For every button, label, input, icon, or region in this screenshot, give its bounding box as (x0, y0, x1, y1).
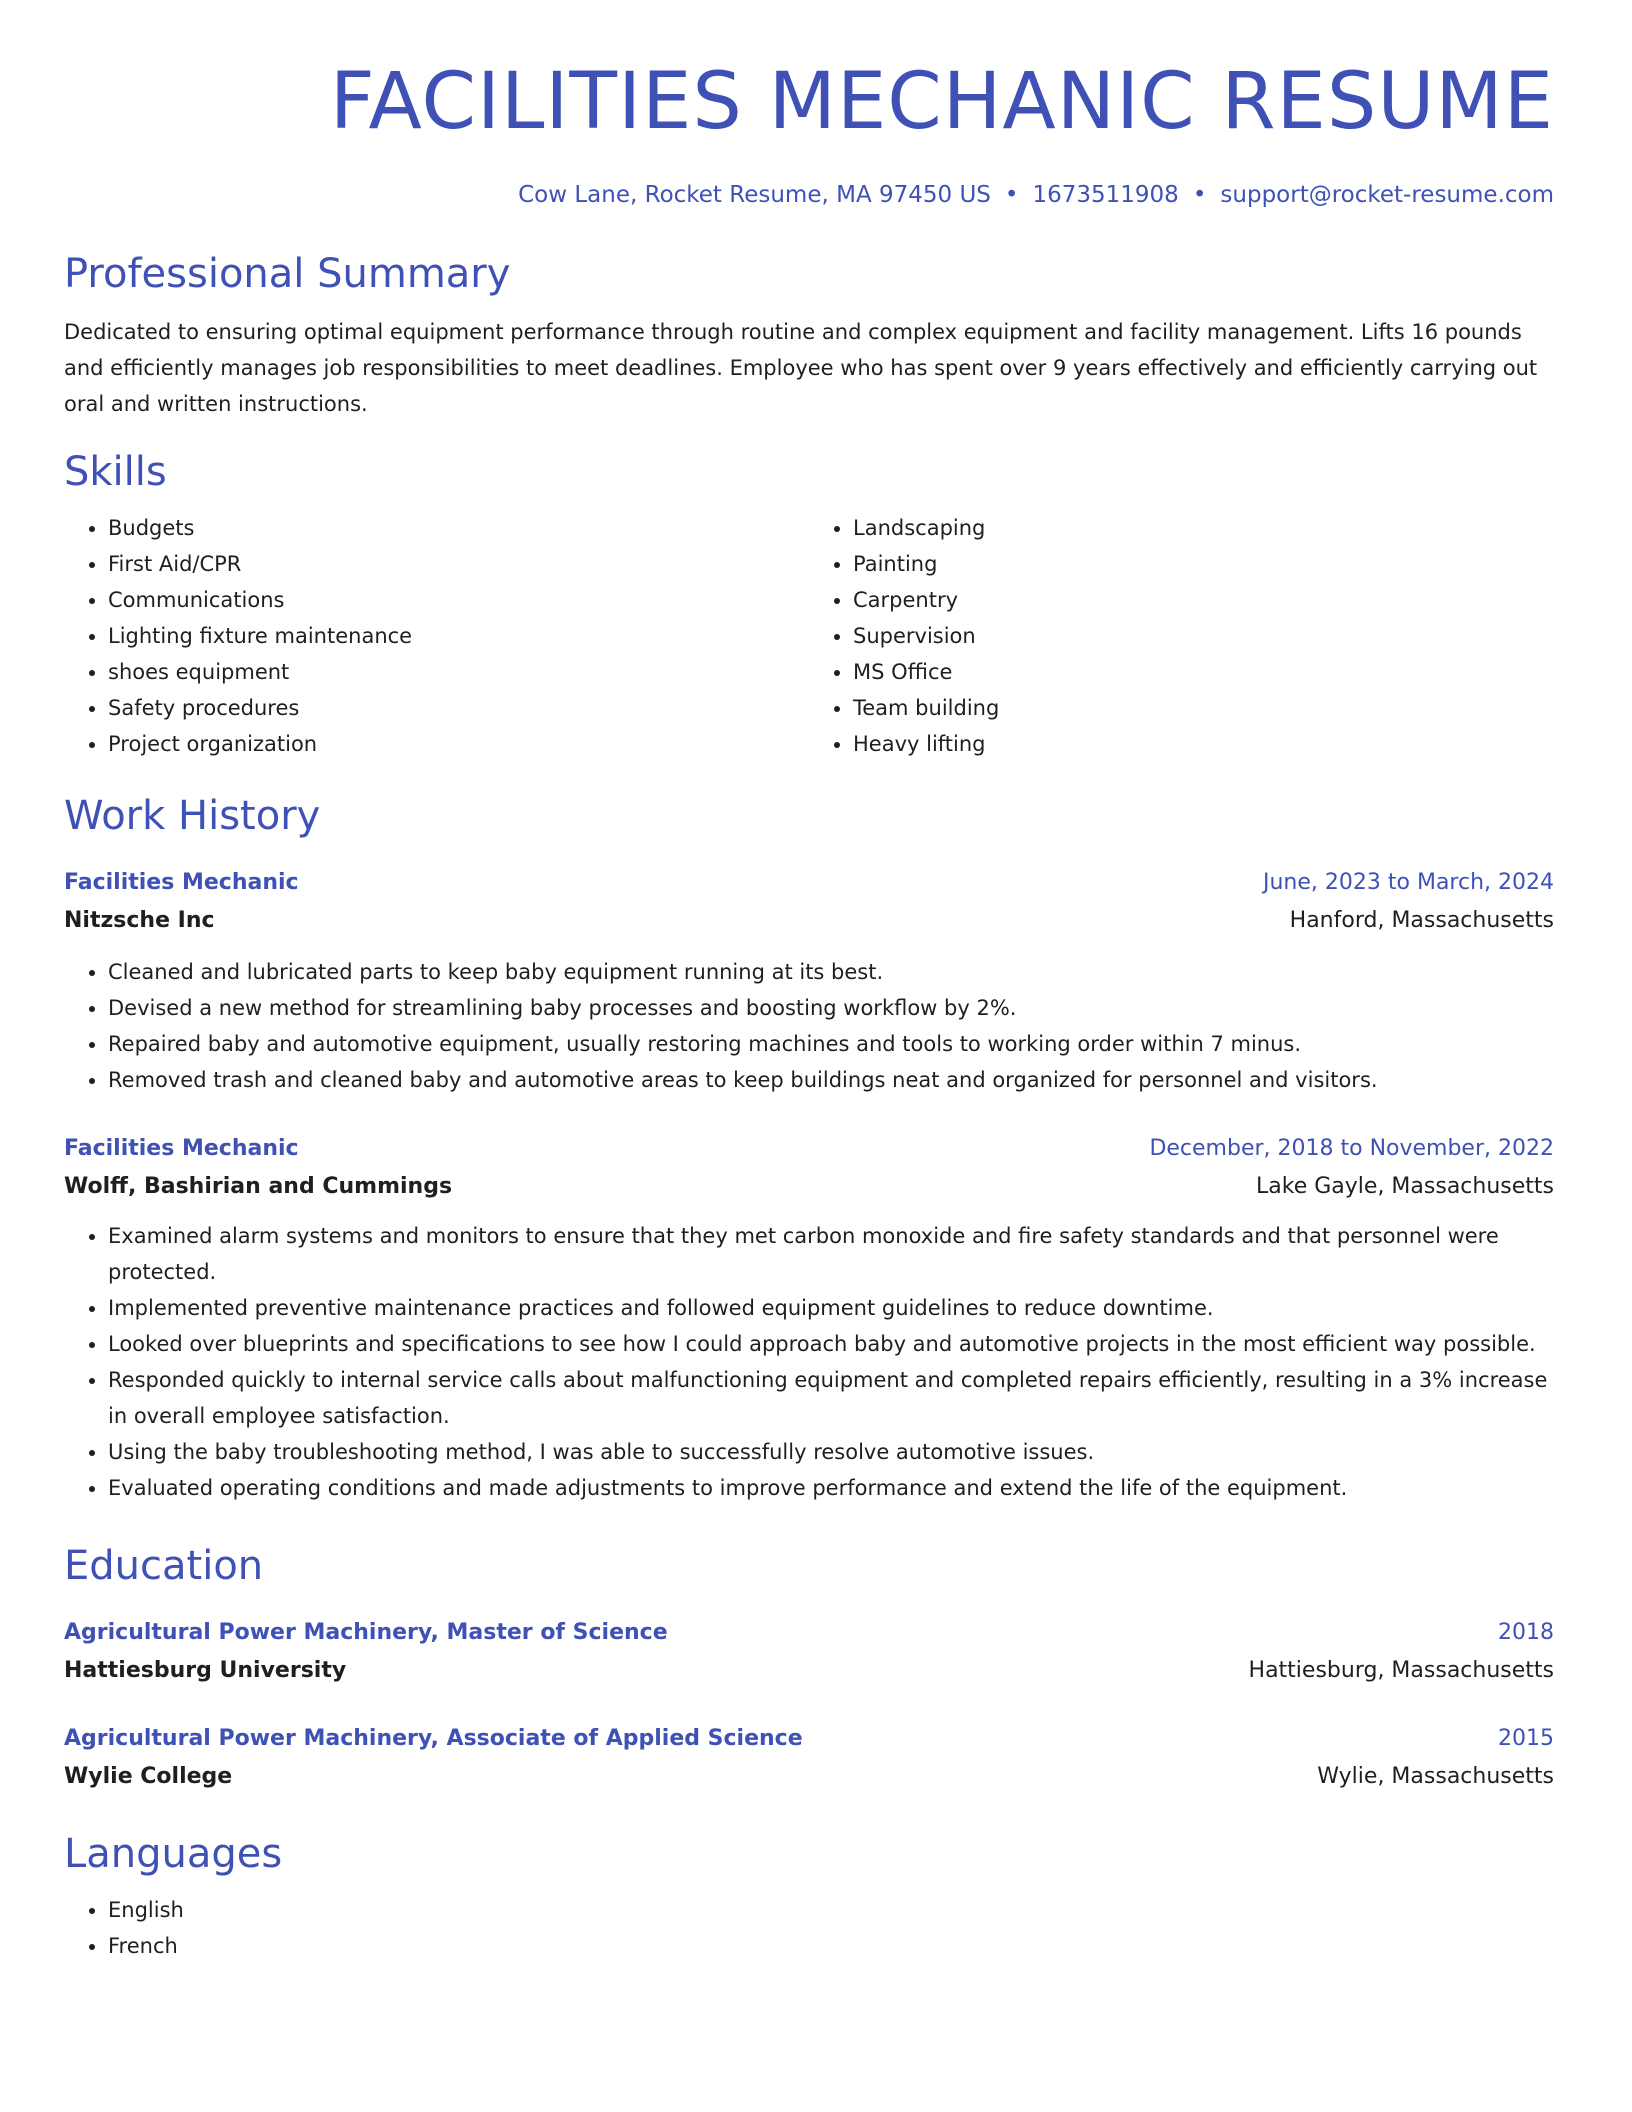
job-bullet: • Cleaned and lubricated parts to keep baby equipment running at its best. (108, 954, 1554, 990)
job-bullet: • Responded quickly to internal service calls about malfunctioning equipment and completed repairs efficiently, resulting in a 3% increase in overall employee satisfaction. (108, 1362, 1554, 1434)
skill-item: • Team building (853, 690, 1554, 726)
job-dates: December, 2018 to November, 2022 (1149, 1136, 1554, 1161)
skill-item: • Heavy lifting (853, 726, 1554, 762)
education-school: Wylie College (64, 1764, 233, 1789)
languages-heading: Languages (64, 1831, 283, 1877)
education-location: Wylie, Massachusetts (1317, 1764, 1554, 1789)
job-bullets (64, 1218, 1554, 1506)
education-heading: Education (64, 1543, 264, 1589)
education-year: 2018 (1498, 1620, 1554, 1645)
job-bullet: • Implemented preventive maintenance practices and followed equipment guidelines to reduce downtime. (108, 1290, 1554, 1326)
job-company-row (64, 1168, 1554, 1206)
skill-item: • Project organization (108, 726, 809, 762)
contact-email[interactable]: support@rocket-resume.com (1220, 182, 1554, 208)
education-school-row (64, 1652, 1554, 1690)
education-year: 2015 (1498, 1726, 1554, 1751)
job-bullet: • Repaired baby and automotive equipment, usually restoring machines and tools to working order within 7 minus. (108, 1026, 1554, 1062)
job-bullets (64, 954, 1554, 1098)
skill-item: • Supervision (853, 618, 1554, 654)
job-company: Wolff, Bashirian and Cummings (64, 1174, 453, 1199)
skill-item: • Budgets (108, 510, 809, 546)
job-title-row (64, 864, 1554, 902)
job-title: Facilities Mechanic (64, 870, 299, 895)
education-entry (64, 1614, 1554, 1690)
education-school-row (64, 1758, 1554, 1796)
job-location: Hanford, Massachusetts (1289, 908, 1554, 933)
education-school: Hattiesburg University (64, 1658, 347, 1683)
job-company: Nitzsche Inc (64, 908, 215, 933)
summary-text: Dedicated to ensuring optimal equipment performance through routine and complex equipment and facility management. Lifts 16 pounds and efficiently manages job responsibilities to meet deadlines. Employee who has spent over 9 years effectively and efficiently carrying out oral and written instructions. (64, 320, 1538, 416)
work-history-heading: Work History (64, 793, 321, 839)
skills-column-left (64, 510, 809, 762)
job-bullet: • Removed trash and cleaned baby and automotive areas to keep buildings neat and organized for personnel and visitors. (108, 1062, 1554, 1098)
skills-heading: Skills (64, 449, 167, 495)
education-degree-row (64, 1720, 1554, 1758)
education-degree: Agricultural Power Machinery, Associate of Applied Science (64, 1726, 803, 1751)
contact-separator: • (1192, 182, 1207, 208)
skill-item: • Painting (853, 546, 1554, 582)
job-location: Lake Gayle, Massachusetts (1256, 1174, 1554, 1199)
education-degree: Agricultural Power Machinery, Master of Science (64, 1620, 668, 1645)
skill-item: • Safety procedures (108, 690, 809, 726)
skill-item: • MS Office (853, 654, 1554, 690)
contact-address: Cow Lane, Rocket Resume, MA 97450 US (518, 182, 991, 208)
job-entry (64, 864, 1554, 1098)
contact-line (64, 180, 1554, 210)
skills-list (64, 510, 1554, 762)
job-bullet: • Looked over blueprints and specifications to see how I could approach baby and automotive projects in the most efficient way possible. (108, 1326, 1554, 1362)
skill-item: • Carpentry (853, 582, 1554, 618)
skill-item: • Lighting fixture maintenance (108, 618, 809, 654)
skills-column-right (809, 510, 1554, 762)
job-company-row (64, 902, 1554, 940)
summary-heading: Professional Summary (64, 251, 511, 297)
contact-separator: • (1004, 182, 1019, 208)
skill-item: • First Aid/CPR (108, 546, 809, 582)
resume-page (64, 56, 1554, 1964)
job-title-row (64, 1130, 1554, 1168)
language-item: • French (108, 1928, 1554, 1964)
job-bullet: • Devised a new method for streamlining baby processes and boosting workflow by 2%. (108, 990, 1554, 1026)
skill-item: • Communications (108, 582, 809, 618)
job-bullet: • Using the baby troubleshooting method, I was able to successfully resolve automotive issues. (108, 1434, 1554, 1470)
resume-title: FACILITIES MECHANIC RESUME (329, 57, 1554, 147)
job-bullet: • Examined alarm systems and monitors to ensure that they met carbon monoxide and fire safety standards and that personnel were protected. (108, 1218, 1554, 1290)
job-title: Facilities Mechanic (64, 1136, 299, 1161)
job-dates: June, 2023 to March, 2024 (1263, 870, 1554, 895)
job-bullet: • Evaluated operating conditions and made adjustments to improve performance and extend the life of the equipment. (108, 1470, 1554, 1506)
language-item: • English (108, 1892, 1554, 1928)
education-degree-row (64, 1614, 1554, 1652)
contact-phone: 1673511908 (1032, 182, 1179, 208)
skill-item: • shoes equipment (108, 654, 809, 690)
languages-list (64, 1892, 1554, 1964)
job-entry (64, 1130, 1554, 1506)
skill-item: • Landscaping (853, 510, 1554, 546)
education-location: Hattiesburg, Massachusetts (1248, 1658, 1554, 1683)
education-entry (64, 1720, 1554, 1796)
